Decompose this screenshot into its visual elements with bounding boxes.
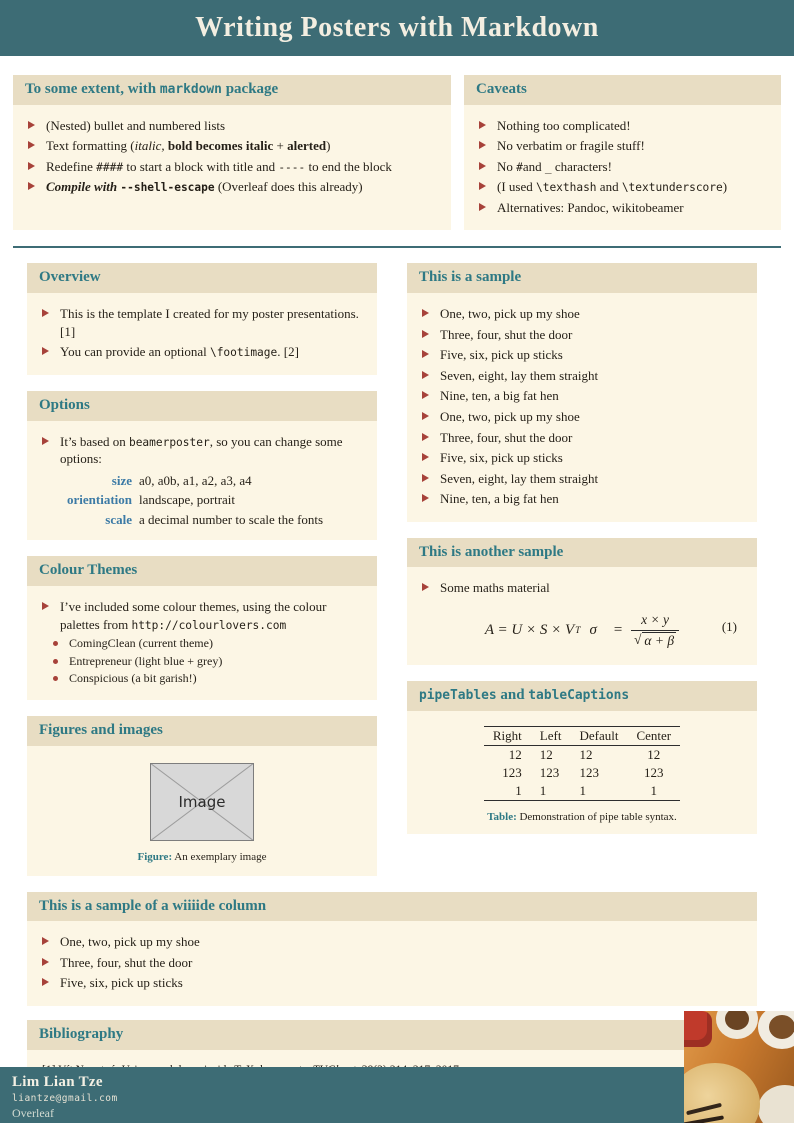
bullet-text: One, two, pick up my shoe (440, 408, 580, 424)
bullet-triangle-icon (422, 474, 429, 482)
bullet-text: Some maths material (440, 580, 550, 596)
bullet-triangle-icon (479, 162, 486, 170)
bullet-item (25, 137, 439, 155)
bullet-triangle-icon (422, 350, 429, 358)
top-row (13, 75, 781, 230)
pastry-writing (686, 1103, 722, 1116)
sub-bullet-item (39, 654, 365, 670)
bullet-text: I’ve included some colour themes, using the colour palettes from http://colourlovers.com (60, 598, 327, 632)
block-markdown-package (13, 75, 451, 230)
equation-fraction (631, 612, 679, 650)
author-organisation: Overleaf (12, 1106, 54, 1120)
bullet-text: Five, six, pick up sticks (60, 975, 183, 991)
bullet-text: Seven, eight, lay them straight (440, 367, 599, 383)
poster-header (0, 0, 794, 56)
block-wide-column (27, 892, 757, 1006)
figure (39, 755, 365, 865)
bullet-text: Nine, ten, a big fat hen (440, 388, 559, 404)
bullet-item (419, 429, 745, 447)
table-caption (419, 811, 745, 823)
bullet-triangle-icon (422, 309, 429, 317)
bullet-triangle-icon (422, 371, 429, 379)
bullet-item (419, 490, 745, 508)
placeholder-image (150, 763, 254, 841)
bullet-item (419, 470, 745, 488)
block-title: Overview (27, 263, 377, 293)
table-cell: 123 (539, 764, 560, 780)
bullet-triangle-icon (28, 162, 35, 170)
fraction-numerator: x × y (641, 612, 669, 627)
bullet-text: Redefine #### to start a block with title and ---- to end the block (46, 158, 392, 174)
bullet-dot-icon (53, 659, 58, 664)
table-cell: 123 (579, 764, 599, 780)
option-value: a0, a0b, a1, a2, a3, a4 (139, 472, 252, 488)
option-def (39, 510, 365, 530)
equation-equals: = (612, 622, 623, 639)
table-cell: 1 (484, 782, 531, 801)
block-pipetables (407, 681, 757, 834)
block-title: To some extent, with markdown package (13, 75, 451, 105)
table-caption-label: Table: (487, 810, 517, 823)
bullet-item (25, 117, 439, 135)
bullet-item (39, 305, 365, 340)
bullet-triangle-icon (28, 121, 35, 129)
red-mug (684, 1011, 712, 1047)
block-colour-themes (27, 556, 377, 700)
bullet-item (419, 449, 745, 467)
table-cell: 123 (502, 764, 522, 780)
bullet-text: (I used \texthash and \textunderscore) (497, 179, 728, 195)
bullet-list (25, 117, 439, 196)
block-body (464, 105, 781, 231)
bullet-triangle-icon (42, 937, 49, 945)
block-title: Figures and images (27, 716, 377, 746)
bullet-item (419, 346, 745, 364)
table-header-row (484, 726, 680, 745)
bullet-text: Five, six, pick up sticks (440, 450, 563, 466)
bullet-item (476, 137, 769, 155)
bullet-text: No verbatim or fragile stuff! (497, 138, 645, 154)
block-title: This is a sample (407, 263, 757, 293)
sub-bullet-item (39, 671, 365, 687)
bullet-item (476, 178, 769, 196)
bullet-triangle-icon (42, 958, 49, 966)
bullet-item (39, 954, 745, 972)
poster-title: Writing Posters with Markdown (195, 12, 599, 43)
plate (758, 1085, 794, 1123)
table-cell: 12 (508, 746, 522, 762)
block-sample (407, 263, 757, 521)
bullet-item (419, 579, 745, 597)
bullet-triangle-icon (42, 309, 49, 317)
fraction-denominator (631, 630, 679, 650)
bullet-text: Three, four, shut the door (60, 954, 193, 970)
table-cell: 12 (539, 746, 553, 762)
bullet-item (39, 343, 365, 361)
bullet-item (419, 367, 745, 385)
equation-number: (1) (721, 618, 737, 634)
table-cell: 12 (647, 746, 661, 762)
bullet-text: One, two, pick up my shoe (60, 934, 200, 950)
author-name: Lim Lian Tze (12, 1074, 103, 1090)
bullet-item (25, 178, 439, 196)
bullet-triangle-icon (422, 412, 429, 420)
poster-footer (0, 1067, 794, 1123)
equation (419, 600, 745, 654)
coffee-cup (716, 1011, 758, 1039)
equation-sigma: σ (589, 622, 597, 639)
block-title: This is a sample of a wiiiide column (27, 892, 757, 922)
option-label: scale (105, 511, 132, 527)
option-value: a decimal number to scale the fonts (139, 511, 324, 527)
bullet-item (476, 158, 769, 176)
figure-caption-text: An exemplary image (172, 850, 267, 863)
bullet-text: (Nested) bullet and numbered lists (46, 117, 226, 133)
sub-bullet-list (39, 636, 365, 687)
bullet-dot-icon (53, 641, 58, 646)
right-column (407, 263, 757, 875)
bullet-item (419, 305, 745, 323)
bullet-triangle-icon (28, 182, 35, 190)
table-header: Center (627, 726, 680, 745)
main-columns (27, 263, 757, 875)
bullet-triangle-icon (479, 141, 486, 149)
image-label: Image (178, 792, 226, 811)
left-column (27, 263, 377, 875)
divider-rule (13, 246, 781, 248)
bullet-triangle-icon (479, 121, 486, 129)
bullet-triangle-icon (422, 494, 429, 502)
block-options (27, 391, 377, 540)
table-row (484, 745, 680, 764)
bullet-text: Seven, eight, lay them straight (440, 470, 599, 486)
table-header: Left (531, 726, 571, 745)
bullet-text: This is the template I created for my poster presentations. [1] (60, 306, 359, 339)
option-value: landscape, portrait (139, 492, 236, 508)
bullet-text: Text formatting (italic, bold becomes italic + alerted) (46, 138, 331, 154)
option-def (39, 471, 365, 491)
bullet-triangle-icon (479, 203, 486, 211)
bullet-text: Alternatives: Pandoc, wikitobeamer (497, 199, 684, 215)
table-caption-text: Demonstration of pipe table syntax. (516, 810, 677, 823)
bullet-triangle-icon (42, 978, 49, 986)
block-caveats (464, 75, 781, 230)
table-cell: 1 (570, 782, 627, 801)
bullet-triangle-icon (422, 453, 429, 461)
bullet-triangle-icon (479, 182, 486, 190)
bullet-item (476, 199, 769, 217)
table-cell: 12 (579, 746, 593, 762)
bullet-text: Nine, ten, a big fat hen (440, 491, 559, 507)
bullet-item (419, 326, 745, 344)
coffee-cup (758, 1011, 794, 1049)
block-title: Bibliography (27, 1020, 757, 1050)
bullet-text: Three, four, shut the door (440, 429, 573, 445)
figure-caption (137, 851, 266, 863)
table-cell: 1 (627, 782, 680, 801)
bullet-item (39, 433, 365, 468)
bullet-item (25, 158, 439, 176)
block-figures (27, 716, 377, 876)
author-email: liantze@gmail.com (12, 1093, 118, 1104)
block-body (13, 105, 451, 231)
footer-photo (684, 1011, 794, 1123)
equation-lhs: A = U × S × V (484, 622, 575, 639)
bullet-text: Compile with --shell-escape (Overleaf does this already) (46, 179, 363, 195)
bullet-triangle-icon (422, 391, 429, 399)
bullet-triangle-icon (42, 602, 49, 610)
block-title: pipeTables and tableCaptions (407, 681, 757, 711)
table-cell: 1 (531, 782, 571, 801)
block-another-sample (407, 538, 757, 665)
bullet-item (419, 408, 745, 426)
bullet-item (39, 933, 745, 951)
bullet-item (39, 974, 745, 992)
bullet-text: No #and _ characters! (497, 158, 612, 174)
bullet-item (476, 117, 769, 135)
block-overview (27, 263, 377, 374)
pipe-table (484, 726, 680, 801)
pastry-writing (684, 1115, 724, 1123)
table-cell: 123 (644, 764, 664, 780)
table-row (484, 764, 680, 782)
sub-bullet-text: Conspicious (a bit garish!) (69, 671, 197, 686)
sub-bullet-text: ComingClean (current theme) (69, 636, 213, 651)
figure-caption-label: Figure: (137, 850, 173, 863)
block-title: This is another sample (407, 538, 757, 568)
bullet-text: Three, four, shut the door (440, 326, 573, 342)
bullet-text: It’s based on beamerposter, so you can change some options: (60, 433, 343, 467)
block-title: Options (27, 391, 377, 421)
equation-superscript: T (575, 625, 581, 636)
table-header: Default (570, 726, 627, 745)
bullet-triangle-icon (422, 583, 429, 591)
option-label: orientiation (67, 492, 132, 508)
bullet-triangle-icon (422, 433, 429, 441)
bullet-text: You can provide an optional \footimage. [2] (60, 344, 299, 360)
bullet-triangle-icon (42, 347, 49, 355)
pastry (684, 1063, 760, 1123)
bullet-text: One, two, pick up my shoe (440, 306, 580, 322)
bullet-item (419, 387, 745, 405)
sub-bullet-item (39, 636, 365, 652)
block-title: Caveats (464, 75, 781, 105)
sqrt-radicand: α + β (644, 632, 675, 648)
bullet-triangle-icon (42, 437, 49, 445)
option-def (39, 490, 365, 510)
sqrt-sign: √ (634, 631, 642, 647)
table-header: Right (484, 726, 531, 745)
bullet-dot-icon (53, 676, 58, 681)
bullet-item (39, 598, 365, 633)
bullet-triangle-icon (422, 330, 429, 338)
bullet-triangle-icon (28, 141, 35, 149)
table-row (484, 782, 680, 801)
bullet-list (476, 117, 769, 217)
block-title: Colour Themes (27, 556, 377, 586)
sub-bullet-text: Entrepreneur (light blue + grey) (69, 653, 223, 668)
bullet-text: Nothing too complicated! (497, 117, 631, 133)
bullet-text: Five, six, pick up sticks (440, 347, 563, 363)
option-label: size (111, 472, 132, 488)
